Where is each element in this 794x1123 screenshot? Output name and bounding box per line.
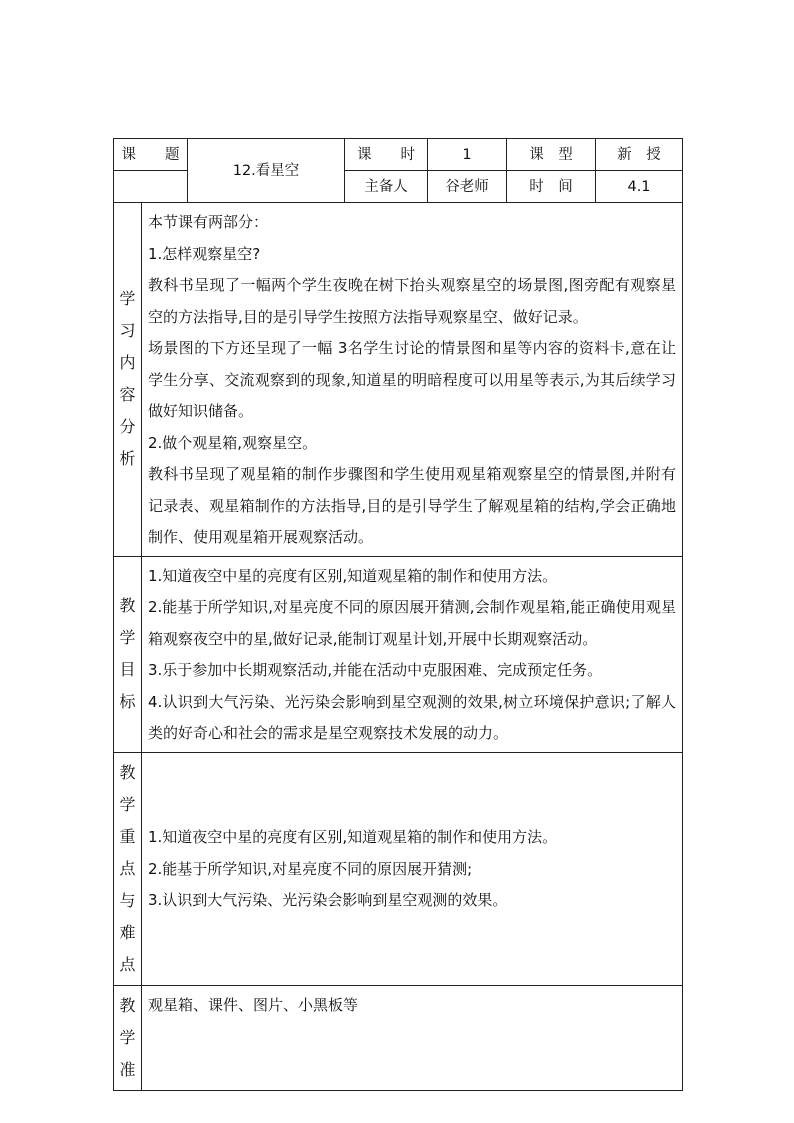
topic-label: 课 题 bbox=[114, 139, 188, 171]
paragraph: 教科书呈现了观星箱的制作步骤图和学生使用观星箱观察星空的情景图,并附有记录表、观星箱制作的方法指导,目的是引导学生了解观星箱的结构,学会正确地制作、使用观星箱开展观察活动。 bbox=[148, 465, 676, 546]
section-body bbox=[142, 203, 683, 557]
section-label: 学 习 内 容 分 析 bbox=[114, 203, 142, 557]
hours-label: 课 时 bbox=[345, 139, 428, 171]
lesson-plan-table bbox=[113, 138, 683, 1091]
paragraph: 3.认识到大气污染、光污染会影响到星空观测的效果。 bbox=[148, 891, 508, 910]
section-teaching-goals bbox=[114, 556, 683, 752]
paragraph: 2.能基于所学知识,对星亮度不同的原因展开猜测,会制作观星箱,能正确使用观星箱观察夜空中的星,做好记录,能制订观星计划,开展中长期观察活动。 bbox=[148, 598, 676, 648]
paragraph: 场景图的下方还呈现了一幅 3名学生讨论的情景图和星等内容的资料卡,意在让学生分享、交流观察到的现象,知道星的明暗程度可以用星等表示,为其后续学习做好知识储备。 bbox=[148, 339, 676, 420]
paragraph: 1.怎样观察星空? bbox=[148, 244, 261, 263]
section-label: 教 学 目 标 bbox=[114, 556, 142, 752]
paragraph: 教科书呈现了一幅两个学生夜晚在树下抬头观察星空的场景图,图旁配有观察星空的方法指导,目的是引导学生按照方法指导观察星空、做好记录。 bbox=[148, 276, 676, 326]
paragraph: 1.知道夜空中星的亮度有区别,知道观星箱的制作和使用方法。 bbox=[148, 566, 558, 585]
time-label: 时 间 bbox=[507, 171, 596, 203]
section-label: 教 学 重 点 与 难 点 bbox=[114, 752, 142, 985]
section-body bbox=[142, 752, 683, 985]
paragraph: 本节课有两部分： bbox=[148, 213, 269, 231]
paragraph: 观星箱、课件、图片、小黑板等 bbox=[148, 995, 359, 1014]
paragraph: 4.认识到大气污染、光污染会影响到星空观测的效果,树立环境保护意识;了解人类的好奇心和社会的需求是星空观察技术发展的动力。 bbox=[148, 692, 676, 742]
preparer-value: 谷老师 bbox=[428, 171, 507, 203]
preparer-label: 主备人 bbox=[345, 171, 428, 203]
paragraph: 3.乐于参加中长期观察活动,并能在活动中克服困难、完成预定任务。 bbox=[148, 661, 603, 679]
section-key-points bbox=[114, 752, 683, 985]
time-value: 4.1 bbox=[596, 171, 683, 203]
section-teaching-preparation bbox=[114, 985, 683, 1090]
hours-value: 1 bbox=[428, 139, 507, 171]
section-content-analysis bbox=[114, 203, 683, 557]
section-body bbox=[142, 556, 683, 752]
type-label: 课 型 bbox=[507, 139, 596, 171]
type-value: 新 授 bbox=[596, 139, 683, 171]
paragraph: 2.做个观星箱,观察星空。 bbox=[148, 433, 318, 452]
header-row-1 bbox=[114, 139, 683, 171]
blank-cell bbox=[114, 171, 188, 203]
section-label: 教 学 准 bbox=[114, 985, 142, 1090]
paragraph: 1.知道夜空中星的亮度有区别,知道观星箱的制作和使用方法。 bbox=[148, 828, 558, 847]
paragraph: 2.能基于所学知识,对星亮度不同的原因展开猜测; bbox=[148, 859, 473, 878]
section-body bbox=[142, 985, 683, 1090]
topic-value: 12.看星空 bbox=[188, 139, 345, 203]
